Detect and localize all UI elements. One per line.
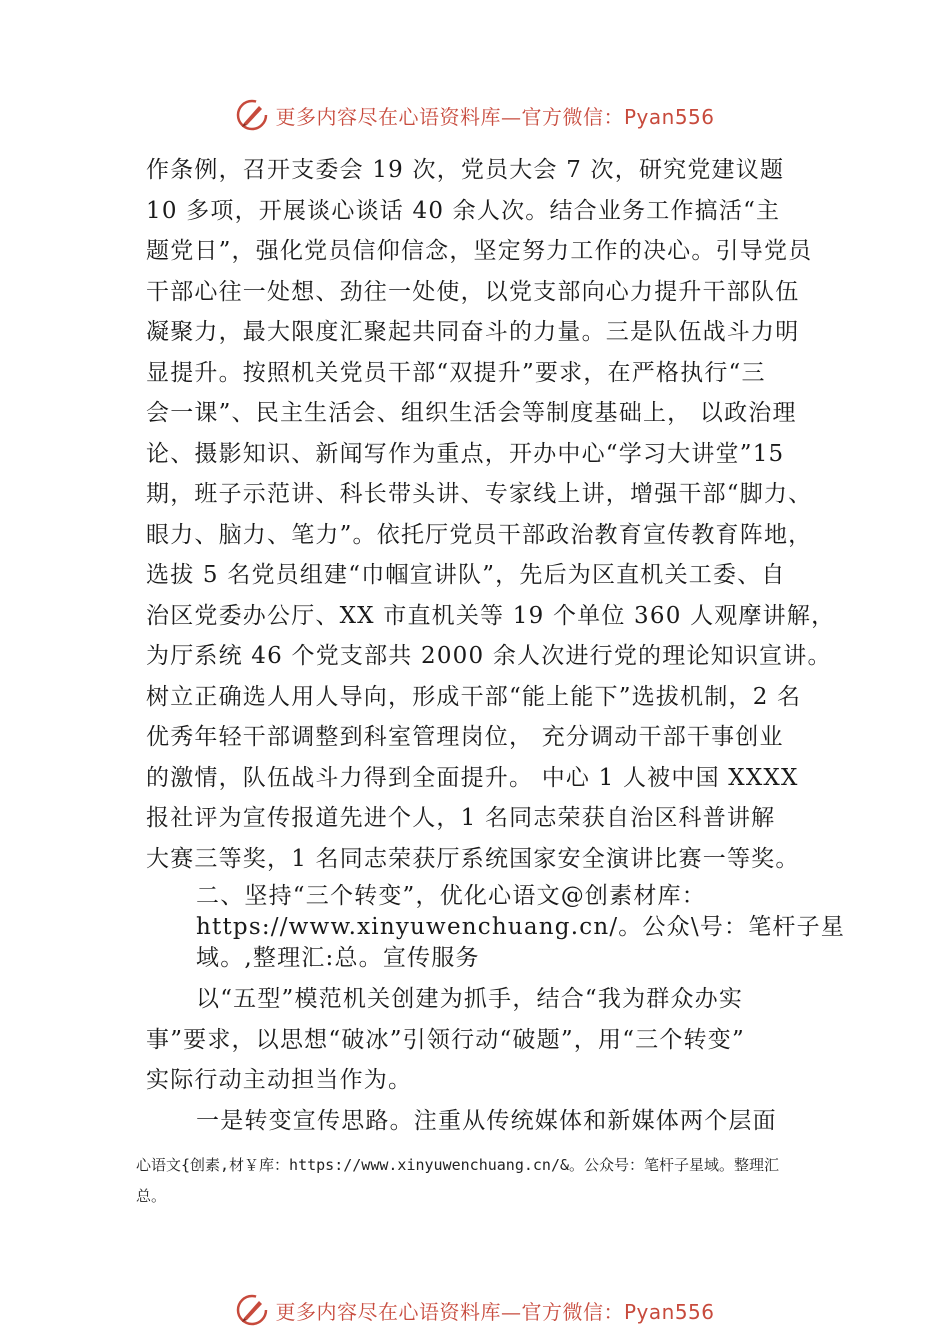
text-line: 事”要求，以思想“破冰”引领行动“破题”，用“三个转变”	[146, 1026, 745, 1053]
footnote-line: 总。	[136, 1187, 167, 1205]
text-line: 以“五型”模范机关创建为抓手，结合“我为群众办实	[196, 986, 744, 1012]
footnote-line: 心语文{创素,材￥库：https://www.xinyuwenchuang.cn/&。公众号：笔杆子星域。整理汇	[136, 1156, 780, 1174]
text-line: 为厅系统 46 个党支部共 2000 余人次进行党的理论知识宣讲。	[146, 643, 832, 669]
text-line: 眼力、脑力、笔力”。依托厅党员干部政治教育宣传教育阵地，	[146, 521, 813, 548]
banner-text: 更多内容尽在心语资料库—官方微信：Pyan556	[275, 104, 715, 129]
text-line: 干部心往一处想、劲往一处使，以党支部向心力提升干部队伍	[146, 278, 800, 305]
text-line: 论、摄影知识、新闻写作为重点，开办中心“学习大讲堂”15	[146, 440, 785, 467]
text-line: 作条例，召开支委会 19 次，党员大会 7 次，研究党建议题	[146, 157, 785, 183]
footer-banner	[0, 1290, 950, 1330]
text-line: 大赛三等奖，1 名同志荣获厅系统国家安全演讲比赛一等奖。	[146, 845, 800, 872]
paragraph-3	[146, 1101, 826, 1142]
heading-line: https://www.xinyuwenchuang.cn/。公众\号：笔杆子星	[196, 914, 846, 940]
paragraph-2	[146, 979, 826, 1101]
text-line: 优秀年轻干部调整到科室管理岗位， 充分调动干部干事创业	[146, 724, 784, 750]
text-line: 会一课”、民主生活会、组织生活会等制度基础上， 以政治理	[146, 400, 797, 426]
header-banner	[0, 95, 950, 135]
text-line: 报社评为宣传报道先进个人，1 名同志荣获自治区科普讲解	[146, 805, 776, 831]
brush-logo-icon	[235, 98, 269, 132]
text-line: 题党日”，强化党员信仰信念，坚定努力工作的决心。引导党员	[146, 238, 813, 264]
text-line: 实际行动主动担当作为。	[146, 1067, 413, 1093]
text-line: 一是转变宣传思路。注重从传统媒体和新媒体两个层面	[196, 1107, 777, 1134]
section-heading	[146, 881, 846, 979]
brush-logo-icon	[235, 1293, 269, 1327]
text-line: 的激情，队伍战斗力得到全面提升。 中心 1 人被中国 XXXX	[146, 764, 799, 791]
heading-line: 域。,整理汇:总。宣传服务	[196, 945, 480, 971]
text-line: 10 多项，开展谈心谈话 40 余人次。结合业务工作搞活“主	[146, 197, 781, 224]
text-line: 治区党委办公厅、XX 市直机关等 19 个单位 360 人观摩讲解，	[146, 602, 836, 629]
text-line: 显提升。按照机关党员干部“双提升”要求，在严格执行“三	[146, 359, 766, 386]
document-body	[146, 150, 846, 1141]
text-line: 选拔 5 名党员组建“巾帼宣讲队”，先后为区直机关工委、自	[146, 562, 786, 588]
paragraph-1	[146, 150, 836, 879]
text-line: 树立正确选人用人导向，形成干部“能上能下”选拔机制，2 名	[146, 683, 802, 710]
footnote	[136, 1150, 836, 1212]
banner-text: 更多内容尽在心语资料库—官方微信：Pyan556	[275, 1299, 715, 1324]
text-line: 期，班子示范讲、科长带头讲、专家线上讲，增强干部“脚力、	[146, 481, 813, 507]
heading-line: 二、坚持“三个转变”，优化心语文@创素材库：	[196, 883, 706, 909]
text-line: 凝聚力，最大限度汇聚起共同奋斗的力量。三是队伍战斗力明	[146, 319, 800, 345]
